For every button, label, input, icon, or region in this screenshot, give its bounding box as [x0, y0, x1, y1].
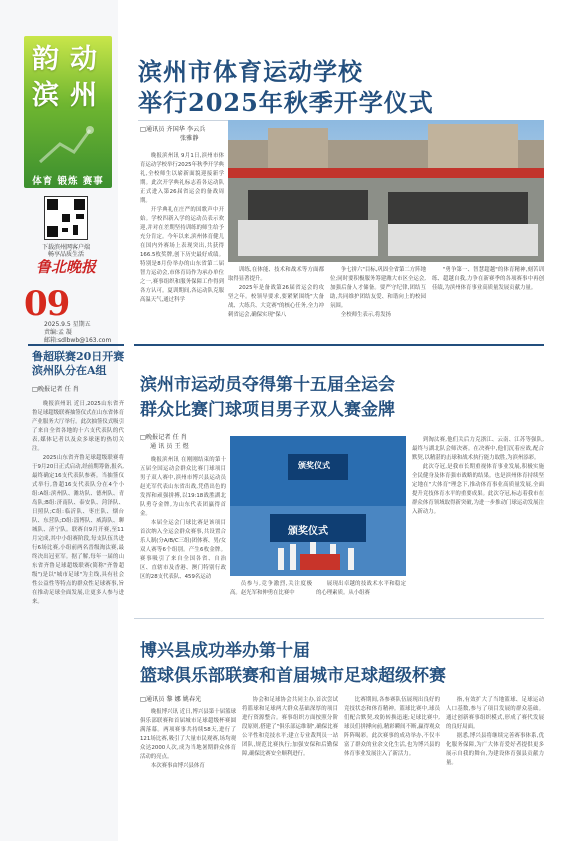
newspaper-brand-logo: 鲁北晚报 — [35, 258, 96, 276]
article3-col4: 到淘汰赛,他们关后力克浙江、云南、江苏等强队,最终与湖北队会师决赛。在决赛中,他们沉着应战,配合默契,以精湛的击球和战术执行能力取胜,为滨州添彩。 此次夺冠,是我市长期重视体育事业发展,积极实施全民健身及体育强市战略的结果。也是滨州体育持续坚定地在"大体育"理念下,推动体育事业高质量发展,全面提升竞技体育水平的重要成果。此次夺冠,标志着我市在群众体育领域取得新突破,为进一步推动门球运动发展注入新动力。 — [412, 437, 544, 515]
banner-char-1: 韵 — [32, 44, 59, 75]
article1-photo — [228, 120, 544, 262]
article3-byline-1: □晚报记者 任 肖 — [140, 434, 187, 441]
photo1-banner: 颁奖仪式 — [298, 461, 330, 470]
article4-title-line1: 博兴县成功举办第十届 — [140, 641, 310, 661]
qr-caption-1: 下载滨州网客户端 — [41, 244, 90, 251]
article2-byline: □晚报记者 任 肖 — [32, 386, 79, 393]
banner-slogan: 体育 锻炼 赛事 — [32, 176, 104, 187]
article4-title-line2: 篮球俱乐部联赛和首届城市足球超级杯赛 — [140, 666, 446, 686]
article4-col4: 指,有效扩大了当地篮球、足球运动人口基数,参与了项目发展的群众基础。通过创新赛事组织模式,形成了赛代发展的良好局面。 据悉,博兴县将继续完善赛事体系,优化服务保障,为广大体育爱好者提供更多展示自我的舞台,为建设体育强县贡献力量。 — [446, 697, 544, 766]
article4-col1: 晚报博兴讯 近日,博兴县第十届篮球俱乐部联赛和首届城市足球超级杯赛圆满落幕。两项赛事共持续58天,进行了121场比赛,吸引了大量市民观赛,场均观众达2000人次,成为当地暑期群众体育活动的亮点。 本次赛事由博兴县体育 — [140, 709, 236, 769]
article3-rule — [134, 344, 544, 346]
page-number: 09 — [24, 284, 70, 324]
article1-byline-2: 张雅静 — [180, 135, 199, 142]
article4-rule — [134, 618, 544, 619]
article2-body: 晚报滨州讯 近日,2025山东省齐鲁足球超级联赛抽签仪式在山东省体育产业服务大厅举行。此次抽签仪式吸引了来自全省各地的十六支代表队的代表,媒体记者以及众多球迷的热切关注。 2025山东省齐鲁足球超级联赛将于9月20日正式启动,经前期筹备,报名,最终确定16支代表队参赛。当抽签仪式举行,鲁超16支代表队分在4个小组:A组:滨州队、潍坊队、德州队、青岛队;B组:济南队、泰安队、菏泽队、日照队;C组:临沂队、枣庄队、烟台队、东营队;D组:淄博队、威海队、聊城队、济宁队。联赛自9月开赛,至11月完成,其中小组赛阶段,每支队伍共进行6场比赛,小组前两名晋级淘汰赛,最终决出冠亚军。据了解,每年一届的山东省齐鲁足球超级联赛(简称"齐鲁超级")是以"城市足球"为主线,具有社会性公益性等特点的群众性足球赛事,旨在推动足球全面发展,让更多人参与进来。 — [32, 401, 124, 605]
article4-byline: □通讯员 黎 娜 姚春光 — [140, 696, 202, 703]
section-banner — [24, 36, 112, 188]
article3-photo — [230, 436, 406, 576]
banner-char-4: 州 — [70, 80, 97, 111]
editor-email: 邮箱:sdlbwb@163.com — [44, 337, 112, 344]
banner-char-3: 动 — [70, 44, 97, 75]
article1-title-line1: 滨州市体育运动学校 — [138, 57, 363, 86]
article1-title-line2: 举行2025年秋季开学仪式 — [138, 88, 434, 117]
qr-caption-2: 畅享品质生活 — [47, 251, 84, 258]
article1-col3: 争七拼六"目标,巩固全省第二方阵地位;同时要积极服务筹建潍大市区全运会,加强后备人才储备。要严守纪律,团结互助,共同维护团结友爱、和谐向上的校园氛围。 全校师生表示,将发扬 — [330, 267, 426, 318]
article1-col1: 晚报滨州讯 9月1日,滨州市体育运动学校举行2025年秋季开学典礼,全校师生以崭新面貌迎接新学期。此次开学典礼标志着各运动队正式进入第26届省运会的备战周期。 开学典礼在庄严的国歌声中开始。学校四新入学的运动员表示欢迎,并对在差期坚持训练的师生给予充分肯定。今年以来,滨州体育健儿在国内外赛场上表现突出,共获得166.5枚奖牌,创下历史最好成绩。特别是8月份举办的山东省第二届智力运动会,市体育局作为承办单位之一,赛事组织和服务保障工作得到各方认可。夏训期间,各运动队克服高温天气,通过科学 — [140, 153, 224, 303]
runner-silhouette-icon — [30, 122, 106, 166]
article4-col2: 协会和足球协会共同主办,首次尝试将篮球和足球两大群众基础深厚的项目进行资源整合。赛事组织方面按照分阶段原则,搭建了"俱乐部运维制",确保比赛公平性和竞技水平;建立专业裁判员一站团队,规范比赛执行;加强安保和后勤保障,确保比赛安全顺利进行。 — [242, 697, 338, 757]
article4-col3: 比赛期间,各参赛队伍展现出良好的竞技状态和体育精神。篮球比赛中,球员们配合默契,攻防转换迅速;足球比赛中,球员们拼搏向前,精彩瞬间不断,赢得观众阵阵喝彩。此次赛事的成功举办,不仅丰富了群众的业余文化生活,也为博兴县的体育事业发展注入了新活力。 — [344, 697, 440, 757]
article2-title-line1: 鲁超联赛20日开赛 — [32, 350, 125, 363]
article1-col2: 训练,在体能、技术和战术等方面都取得显著提升。 2025年是备战第26届省运会的攻坚之年。校领导要求,要紧紧围绕"大备战、大练兵、大竞赛"的核心任务,全力冲刺省运会,确保实现"保八 — [228, 267, 324, 318]
article3-title-line2: 群众比赛门球项目男子双人赛金牌 — [140, 400, 395, 420]
article3-col1: 晚报滨州讯 在刚刚结束的第十五届全国运动会群众比赛门球项目男子双人赛中,滨州市博兴县运动员赵光军代表山东省出战,凭借出色的发挥和顽强拼搏,以19:18战胜湖北队勇夺金牌,为山东代表团赢得首金。 本届全运会门球比赛是该项目首次纳入全运会群众赛事,共设置合乐人制(分A/B/C三组)团体赛、男/女双人赛等6个组别。产生6枚金牌。赛事吸引了来自全国各省、自治区、直辖市及香港、澳门特别行政区的28支代表队、459名运动 — [140, 457, 226, 580]
article3-byline-2: 通 讯 员 王 煜 — [150, 443, 189, 450]
qr-code-icon[interactable] — [44, 196, 88, 240]
issue-date: 2025.9.5 星期五 — [44, 321, 91, 328]
banner-char-2: 滨 — [32, 80, 59, 111]
article3-title-line1: 滨州市运动员夺得第十五届全运会 — [140, 375, 395, 395]
editor-credit: 责编:孟 凝 — [44, 329, 72, 336]
article3-col2: 员参与,竞争激烈,关注度极高。赵光军和伸勇在比赛中 — [230, 581, 312, 596]
article1-byline-1: □通讯员 齐国华 李云兵 — [140, 126, 206, 133]
article1-col4: "勇争第一、智慧超越"的体育精神,刻苦训练、超越自我,力争在新赛季的各项赛事中再创佳绩,为滨州体育事业高质量发展贡献力量。 — [432, 267, 544, 291]
article2-title-line2: 滨州队分在A组 — [32, 364, 107, 377]
photo2-banner: 颁奖仪式 — [288, 526, 328, 537]
article2-rule — [28, 344, 124, 346]
article3-col3: 展现出卓越的技战术水平和稳定的心理素质。从小组赛 — [316, 581, 406, 596]
